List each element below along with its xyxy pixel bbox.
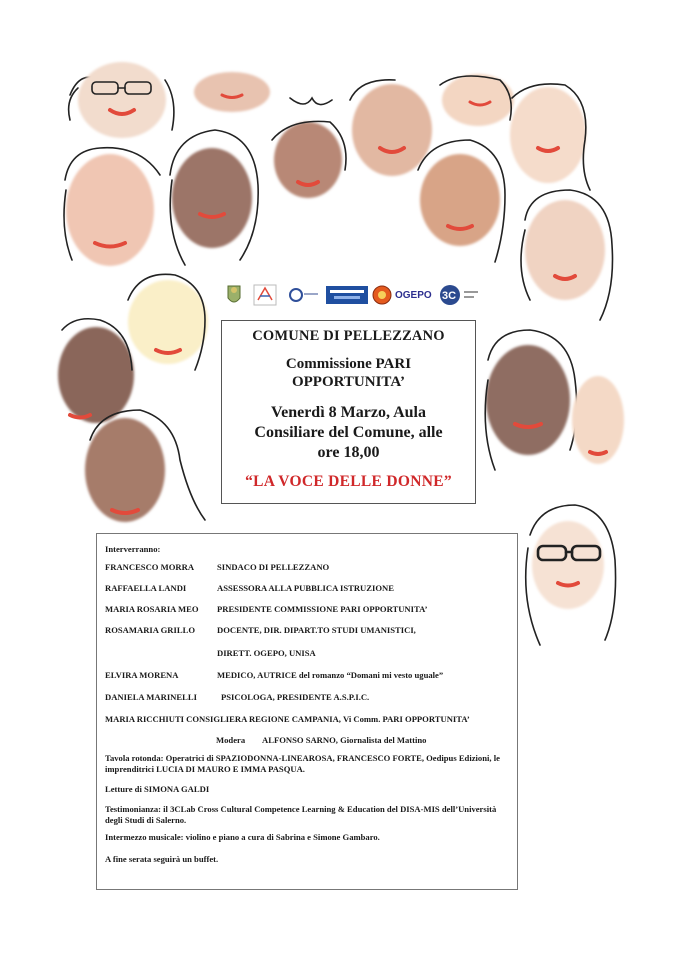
blue-banner-logo-icon [326, 286, 368, 304]
speaker-role: DIRETT. OGEPO, UNISA [217, 648, 316, 658]
speaker-name: RAFFAELLA LANDI [105, 583, 187, 593]
program-box [96, 533, 518, 890]
title-box [221, 320, 476, 504]
sponsor-logos [222, 282, 482, 308]
intro-label: Interverranno: [105, 544, 161, 554]
speaker-role: PRESIDENTE COMMISSIONE PARI OPPORTUNITA’ [217, 604, 428, 614]
event-title: “LA VOCE DELLE DONNE” [245, 473, 452, 490]
ricchiuti-line: MARIA RICCHIUTI CONSIGLIERA REGIONE CAMPANIA, Vi Comm. PARI OPPORTUNITA’ [105, 714, 470, 724]
moderator-label: Modera [216, 735, 246, 745]
speaker-name: ELVIRA MORENA [105, 670, 179, 680]
pari-opportunita-logo-icon [254, 285, 276, 305]
face-glasses-top-left [69, 62, 174, 138]
speaker-name: ROSAMARIA GRILLO [105, 625, 196, 635]
buffet: A fine serata seguirà un buffet. [105, 854, 219, 864]
speaker-role: MEDICO, AUTRICE del romanzo “Domani mi vesto uguale” [217, 670, 444, 680]
speaker-name: MARIA ROSARIA MEO [105, 604, 199, 614]
speaker-role: ASSESSORA ALLA PUBBLICA ISTRUZIONE [217, 583, 394, 593]
comune-title: COMUNE DI PELLEZZANO [252, 328, 445, 344]
speaker-name: FRANCESCO MORRA [105, 562, 195, 572]
3c-logo-icon [440, 285, 478, 305]
speaker-role: SINDACO DI PELLEZZANO [217, 562, 330, 572]
blue-logo-icon [290, 289, 318, 301]
testimonianza: Testimonianza: il 3CLab Cross Cultural Competence Learning & Education del DISA-MIS dell’Università degli Studi di Salerno. [105, 804, 497, 825]
comune-crest-icon [228, 286, 240, 302]
date-venue: Venerdì 8 Marzo, Aula Consiliare del Comune, alle ore 18,00 [254, 404, 443, 461]
commissione-title: Commissione PARI OPPORTUNITA’ [285, 356, 412, 390]
intermezzo: Intermezzo musicale: violino e piano a cura di Sabrina e Simone Gambaro. [105, 832, 380, 842]
moderator-name: ALFONSO SARNO, Giornalista del Mattino [262, 735, 427, 745]
letture: Letture di SIMONA GALDI [105, 784, 210, 794]
svg-text:3C: 3C [442, 290, 457, 302]
svg-text:OGEPO: OGEPO [395, 290, 432, 301]
tavola-rotonda: Tavola rotonda: Operatrici di SPAZIODONNA-LINEAROSA, FRANCESCO FORTE, Oedipus Edizioni, le imprenditrici LUCIA DI MAURO E IMMA PASQUA. [105, 753, 500, 774]
speaker-name: DANIELA MARINELLI [105, 692, 197, 702]
face-glasses-bottom-right [526, 505, 616, 645]
speaker-role: PSICOLOGA, PRESIDENTE A.S.P.I.C. [221, 692, 370, 702]
speaker-role: DOCENTE, DIR. DIPART.TO STUDI UMANISTICI, [217, 625, 416, 635]
ogepo-logo-icon [373, 286, 432, 304]
